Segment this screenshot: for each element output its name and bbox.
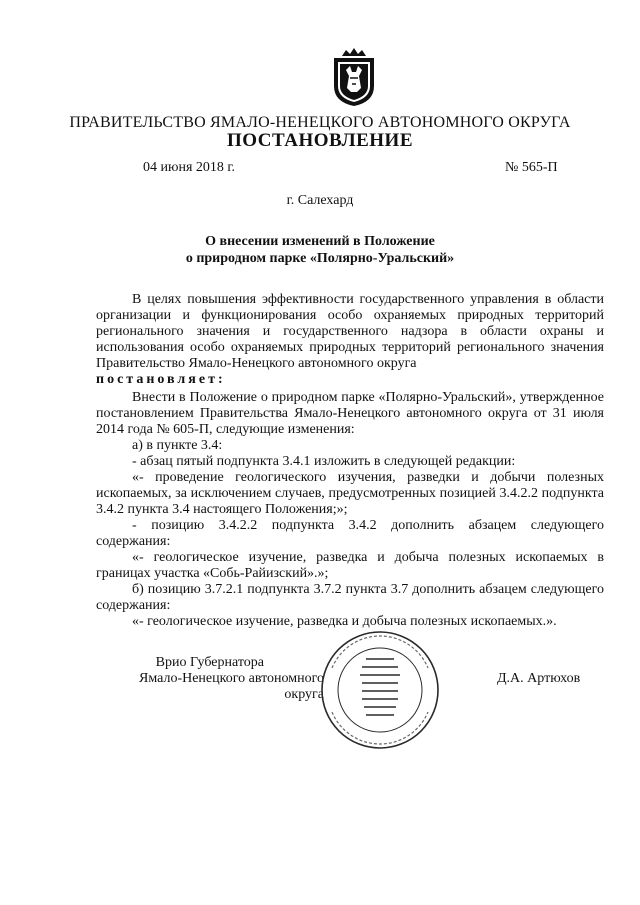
document-date: 04 июня 2018 г. [143,160,236,175]
preamble-text: В целях повышения эффективности государственного управления в области организации и функционирования особо охраняемых природных территорий регионального значения и государственного надзора в области охраны и использования особо охраняемых природных территорий регионального значения Правительство Ямало-Ненецкого автономного округа [96,292,604,371]
paragraph: «- геологическое изучение, разведка и добыча полезных ископаемых в границах участка «Собь-Райизский».»; [96,550,604,581]
paragraph: б) позицию 3.7.2.1 подпункта 3.7.2 пункта 3.7 дополнить абзацем следующего содержания: [96,582,604,613]
government-name: ПРАВИТЕЛЬСТВО ЯМАЛО-НЕНЕЦКОГО АВТОНОМНОГО ОКРУГА [69,114,571,131]
document-title [0,233,640,267]
document-number: № 565-П [505,160,558,175]
preamble [96,292,604,388]
signatory-title [96,655,324,703]
coat-of-arms-icon [328,46,380,108]
paragraph: - позицию 3.4.2.2 подпункта 3.4.2 дополнить абзацем следующего содержания: [96,518,604,549]
signatory-name: Д.А. Артюхов [497,671,581,686]
title-line-2: о природном парке «Полярно-Уральский» [185,251,455,266]
document-type: ПОСТАНОВЛЕНИЕ [226,130,414,151]
title-line-1: О внесении изменений в Положение [205,234,435,249]
resolution-body [96,390,604,630]
signatory-title-line-1: Врио Губернатора [155,655,264,670]
paragraph: «- проведение геологического изучения, разведки и добычи полезных ископаемых, за исключением случаев, предусмотренных позицией 3.4.2.2 подпункта 3.4.2 пункта 3.4 настоящего Положения;»; [96,470,604,517]
document-city: г. Салехард [286,193,354,208]
official-stamp [318,628,442,752]
paragraph: «- геологическое изучение, разведка и добыча полезных ископаемых.». [132,614,557,629]
signatory-title-line-2: Ямало-Ненецкого автономного округа [139,671,324,702]
paragraph: Внести в Положение о природном парке «Полярно-Уральский», утвержденное постановлением Правительства Ямало-Ненецкого автономного округа от 31 июля 2014 года № 605-П, следующие изменения: [96,390,604,437]
paragraph: - абзац пятый подпункта 3.4.1 изложить в следующей редакции: [132,454,516,469]
decree-word: постановляет: [96,372,226,387]
paragraph: а) в пункте 3.4: [132,438,223,453]
